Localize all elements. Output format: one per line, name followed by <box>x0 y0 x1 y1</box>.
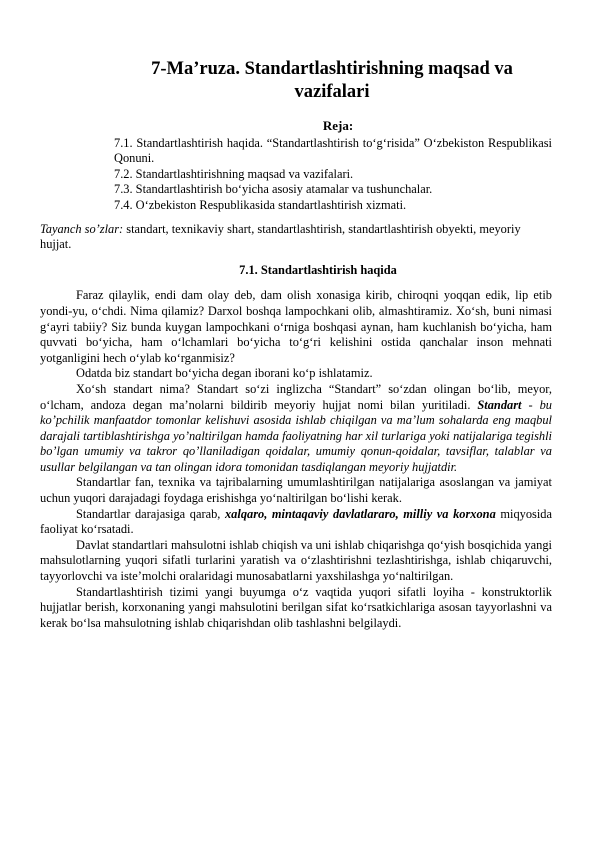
standart-definition: - bu ko’pchilik manfaatdor tomonlar kelishuvi asosida ishlab chiqilgan va ma’lum sohalarda eng maqbul darajali tartiblashtirishga yo’naltirilgan hamda faoliyatning har xil turlariga yoki natijalariga tegishli bo’lgan umumiy va takror qo’llaniladigan qoidalar, umumiy qonun-qoidalar, tavsiflar, talablar va usullar belgilangan va tan olingan idora tomonidan tasdiqlangan meyoriy hujjatdir. <box>40 397 552 474</box>
standart-term: Standart <box>477 397 522 412</box>
plan-item: 7.3. Standartlashtirish bo‘yicha asosiy atamalar va tushunchalar. <box>114 182 433 197</box>
paragraph: Davlat standartlari mahsulotni ishlab chiqish va uni ishlab chiqarishga qo‘yish bosqichida yangi mahsulotlarning yuqori sifatli turlarini yaratish va o‘zlashtirishni tezlashtirishga, ishlab chiqaruvchi, tayyorlovchi va iste’molchi oralaridagi munosabatlarni yaxshilashga yo‘naltirilgan. <box>40 537 552 584</box>
paragraph: Odatda biz standart bo‘yicha degan iborani ko‘p ishlatamiz. <box>76 366 373 381</box>
paragraph: Faraz qilaylik, endi dam olay deb, dam olish xonasiga kirib, chiroqni yoqqan edik, lip etib yondi-yu, o‘chdi. Nima qilamiz? Darxol boshqa lampochkani olib, almashtiramiz. Xo‘sh, buni nimasi g‘ayri tabiiy? Siz bunda kuygan lampochkani o‘rniga boshqasi aynan, ham kuchlanish bo‘yicha, ham quvvati bo‘yicha, ham o‘lchamlari bo‘yicha to‘g‘ri kelishini ostida qanchalar inson mehnati yotganligini hech o‘ylab ko‘rganmisiz? <box>40 288 552 365</box>
keywords-label: Tayanch so’zlar: <box>40 221 124 236</box>
keywords-text: standart, texnikaviy shart, standartlashtirish, standartlashtirish obyekti, meyoriy hujjat. <box>40 221 521 252</box>
section-title: 7.1. Standartlashtirish haqida <box>239 262 397 277</box>
plan-item: 7.1. Standartlashtirish haqida. “Standartlashtirish to‘g‘risida” O‘zbekiston Respublikasi Qonuni. <box>114 135 552 166</box>
plan-item: 7.4. O‘zbekiston Respublikasida standartlashtirish xizmati. <box>114 197 407 212</box>
standard-levels: xalqaro, mintaqaviy davlatlararo, milliy va korxona <box>224 506 496 521</box>
keywords-paragraph <box>40 222 552 253</box>
lecture-title: 7-Ma’ruza. Standartlashtirishning maqsad va vazifalari <box>151 59 513 102</box>
paragraph: Standartlashtirish tizimi yangi buyumga o‘z vaqtida yuqori sifatli loyiha - konstruktorlik hujjatlar berish, korxonaning yangi mahsulotini berilgan sifat ko‘rsatkichlariga asosan tayyorlashni va kerak bo‘lsa mahsulotning ishlab chiqarishdan olib tashlashni belgilaydi. <box>40 584 552 630</box>
paragraph <box>40 382 552 476</box>
plan-list <box>114 136 552 214</box>
paragraph-text: miqyosida faoliyat ko‘rsatadi. <box>40 506 552 537</box>
paragraph-text: Xo‘sh standart nima? Standart so‘zi inglizcha “Standart” so‘zdan olingan bo‘lib, meyor, o‘lcham, andoza degan ma’nolarni bildirib meyoriy hujjat nomi bilan yuritiladi. <box>40 381 552 412</box>
paragraph-text: Standartlar darajasiga qarab, <box>76 506 225 521</box>
section-body <box>40 288 552 631</box>
paragraph: Standartlar fan, texnika va tajribalarning umumlashtirilgan natijalariga asoslangan va jamiyat uchun yuqori darajadagi foydaga erishishga yo‘naltirilgan bo‘lishi kerak. <box>40 475 552 506</box>
plan-heading: Reja: <box>322 118 354 133</box>
plan-item: 7.2. Standartlashtirishning maqsad va vazifalari. <box>114 166 354 181</box>
paragraph <box>40 507 552 538</box>
